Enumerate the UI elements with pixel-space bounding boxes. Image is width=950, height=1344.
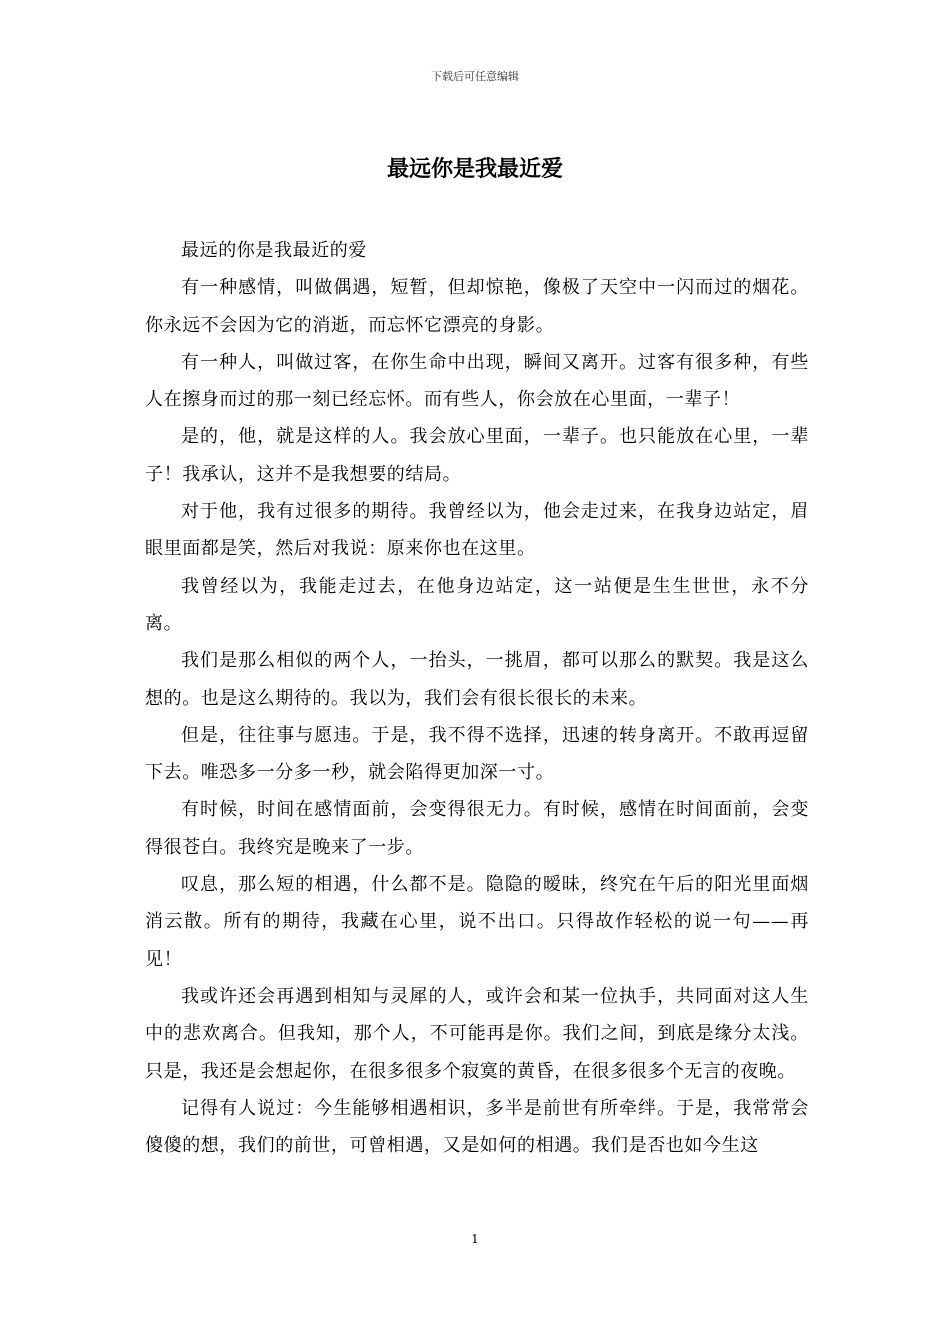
header-note: 下载后可任意编辑	[431, 70, 519, 83]
paragraph: 是的，他，就是这样的人。我会放心里面，一辈子。也只能放在心里，一辈子！我承认，这并不是我想要的结局。	[145, 426, 809, 485]
paragraph: 我曾经以为，我能走过去，在他身边站定，这一站便是生生世世，永不分离。	[145, 575, 809, 634]
document-body	[145, 232, 809, 1164]
paragraph: 我们是那么相似的两个人，一抬头，一挑眉，都可以那么的默契。我是这么想的。也是这么期待的。我以为，我们会有很长很长的未来。	[145, 650, 809, 709]
document-title: 最远你是我最近爱	[386, 156, 563, 182]
paragraph: 记得有人说过：今生能够相遇相识，多半是前世有所牵绊。于是，我常常会傻傻的想，我们的前世，可曾相遇，又是如何的相遇。我们是否也如今生这	[145, 1097, 809, 1157]
paragraph: 对于他，我有过很多的期待。我曾经以为，他会走过来，在我身边站定，眉眼里面都是笑，然后对我说：原来你也在这里。	[145, 501, 809, 560]
paragraph: 最远的你是我最近的爱	[181, 240, 367, 261]
paragraph: 有一种感情，叫做偶遇，短暂，但却惊艳，像极了天空中一闪而过的烟花。你永远不会因为它的消逝，而忘怀它漂亮的身影。	[145, 277, 809, 336]
paragraph: 我或许还会再遇到相知与灵犀的人，或许会和某一位执手，共同面对这人生中的悲欢离合。但我知，那个人，不可能再是你。我们之间，到底是缘分太浅。只是，我还是会想起你，在很多很多个寂寞的黄昏，在很多很多个无言的夜晚。	[145, 985, 809, 1082]
paragraph: 有时候，时间在感情面前，会变得很无力。有时候，感情在时间面前，会变得很苍白。我终究是晚来了一步。	[145, 799, 809, 858]
paragraph: 叹息，那么短的相遇，什么都不是。隐隐的暧昧，终究在午后的阳光里面烟消云散。所有的期待，我藏在心里，说不出口。只得故作轻松的说一句——再见！	[145, 874, 809, 970]
page-number: 1	[471, 1232, 479, 1246]
paragraph: 有一种人，叫做过客，在你生命中出现，瞬间又离开。过客有很多种，有些人在擦身而过的那一刻已经忘怀。而有些人，你会放在心里面，一辈子！	[145, 351, 809, 411]
paragraph: 但是，往往事与愿违。于是，我不得不选择，迅速的转身离开。不敢再逗留下去。唯恐多一分多一秒，就会陷得更加深一寸。	[145, 724, 809, 784]
